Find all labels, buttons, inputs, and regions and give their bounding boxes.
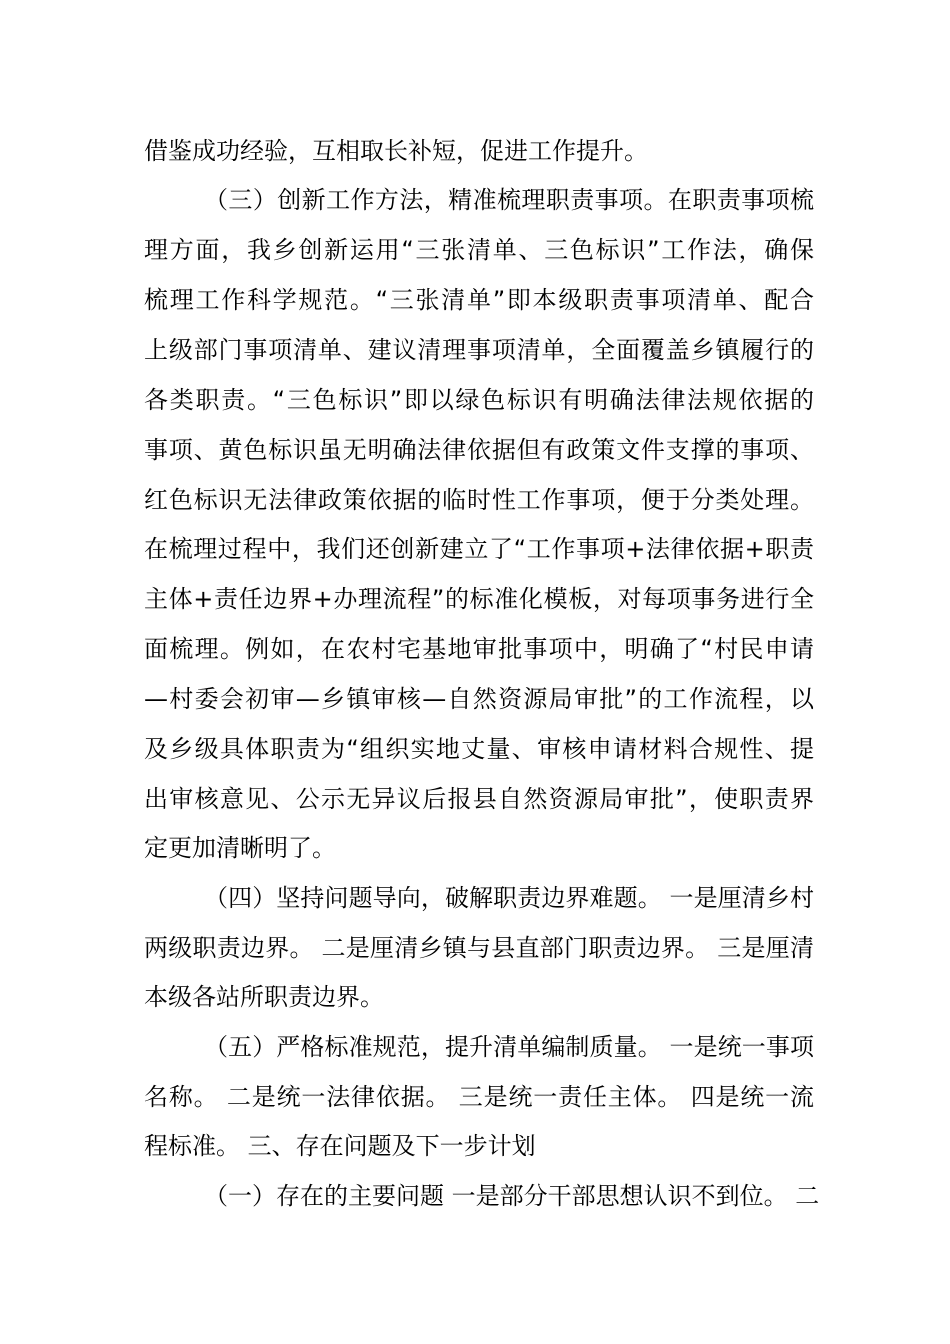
text-line: （五）严格标准规范，提升清单编制质量。 一是统一事项	[204, 1033, 814, 1061]
text-line: 主体+责任边界+办理流程”的标准化模板，对每项事务进行全	[144, 585, 814, 613]
text-line: （一）存在的主要问题 一是部分干部思想认识不到位。 二	[204, 1182, 820, 1210]
text-line: 事项、黄色标识虽无明确法律依据但有政策文件支撑的事项、	[144, 436, 814, 464]
text-line: 及乡级具体职责为“组织实地丈量、审核申请材料合规性、提	[144, 735, 814, 763]
text-line: 上级部门事项清单、建议清理事项清单，全面覆盖乡镇履行的	[144, 336, 814, 364]
text-line: 借鉴成功经验，互相取长补短，促进工作提升。	[144, 137, 648, 165]
text-line: 在梳理过程中，我们还创新建立了“工作事项+法律依据+职责	[144, 535, 814, 563]
text-line: 梳理工作科学规范。“三张清单”即本级职责事项清单、配合	[144, 286, 814, 314]
text-line: 红色标识无法律政策依据的临时性工作事项，便于分类处理。	[144, 486, 814, 514]
text-line: （四）坚持问题导向，破解职责边界难题。 一是厘清乡村	[204, 884, 814, 912]
text-line: 程标准。 三、存在问题及下一步计划	[144, 1132, 536, 1160]
text-line: 各类职责。“三色标识”即以绿色标识有明确法律法规依据的	[144, 386, 814, 414]
text-line: 出审核意见、公示无异议后报县自然资源局审批”，使职责界	[144, 785, 814, 813]
text-line: 定更加清晰明了。	[144, 834, 336, 862]
text-line: —村委会初审—乡镇审核—自然资源局审批”的工作流程，以	[144, 685, 814, 713]
text-line: 两级职责边界。 二是厘清乡镇与县直部门职责边界。 三是厘清	[144, 934, 814, 962]
text-line: 本级各站所职责边界。	[144, 983, 384, 1011]
text-line: （三）创新工作方法，精准梳理职责事项。在职责事项梳	[204, 186, 814, 214]
text-line: 理方面，我乡创新运用“三张清单、三色标识”工作法，确保	[144, 236, 814, 264]
text-line: 名称。 二是统一法律依据。 三是统一责任主体。 四是统一流	[144, 1083, 814, 1111]
text-line: 面梳理。例如，在农村宅基地审批事项中，明确了“村民申请	[144, 635, 814, 663]
